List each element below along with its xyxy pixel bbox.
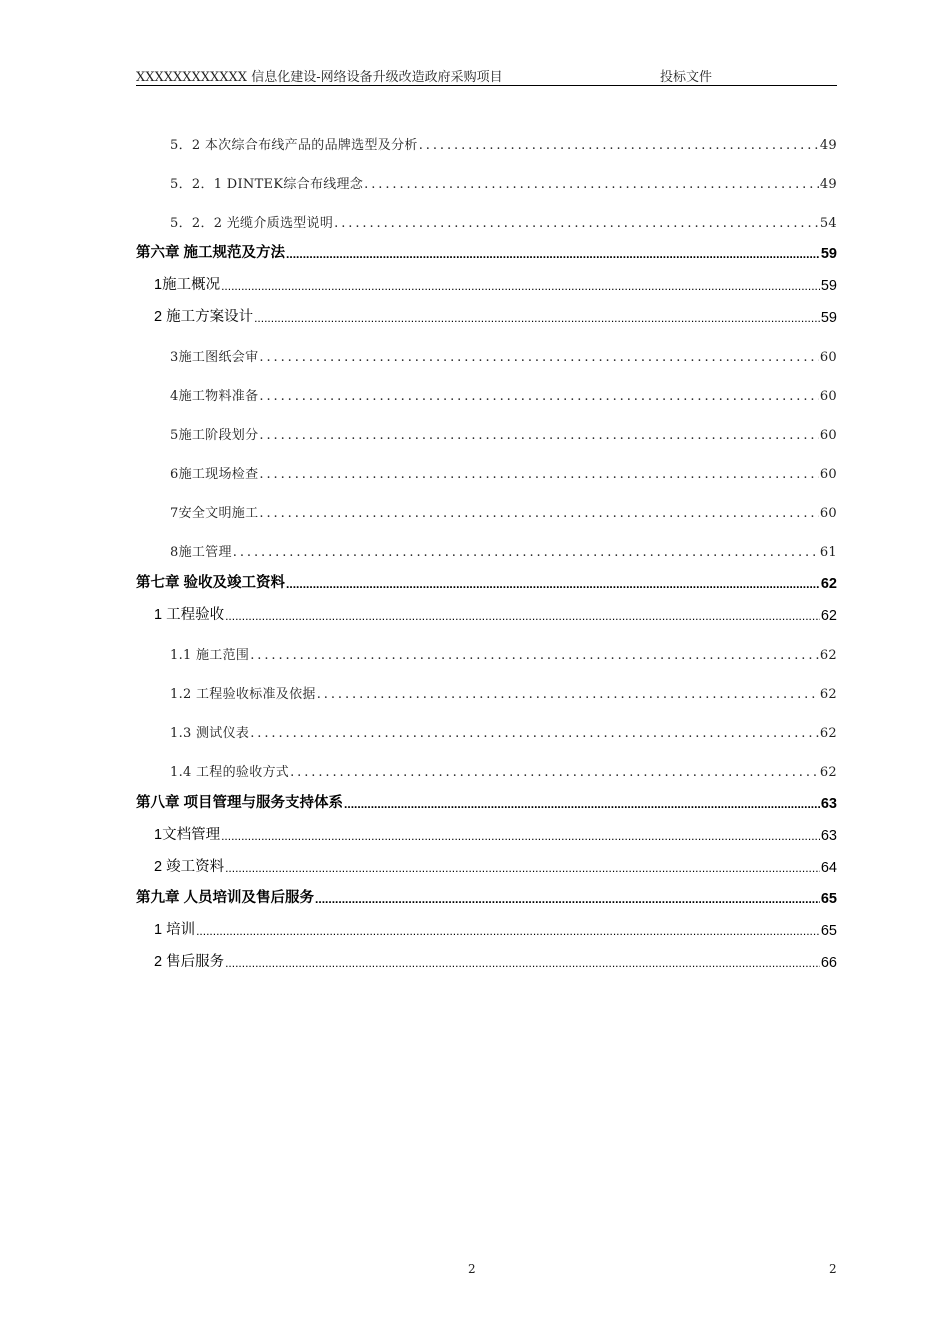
dot-leader xyxy=(334,216,819,231)
toc-entry[interactable]: 4施工物料准备 . . . 60 xyxy=(136,384,837,404)
toc-chapter[interactable]: 第六章 施工规范及方法 ..... 59 xyxy=(136,242,837,262)
toc-entry[interactable]: 1.1 施工范围 . . . 62 xyxy=(136,643,837,663)
toc-entry[interactable]: 2 售后服务 ..... 66 xyxy=(136,951,837,971)
toc-entry[interactable]: 2 竣工资料 ..... 64 xyxy=(136,856,837,876)
dot-leader xyxy=(221,278,820,294)
dot-leader xyxy=(290,765,819,780)
toc-entry[interactable]: 5．2．2 光缆介质选型说明 . . . 54 xyxy=(136,211,837,231)
toc-chapter[interactable]: 第九章 人员培训及售后服务 ..... 65 xyxy=(136,887,837,907)
footer-page-number-right: 2 xyxy=(829,1262,837,1276)
dot-leader xyxy=(259,428,818,443)
dot-leader xyxy=(315,891,820,907)
toc-entry[interactable]: 1 培训 ..... 65 xyxy=(136,919,837,939)
toc-chapter[interactable]: 第八章 项目管理与服务支持体系 ..... 63 xyxy=(136,792,837,812)
dot-leader xyxy=(259,350,818,365)
toc-entry[interactable]: 1.2 工程验收标准及依据 . . . 62 xyxy=(136,682,837,702)
dot-leader xyxy=(259,467,818,482)
toc-entry[interactable]: 6施工现场检查 . . . 60 xyxy=(136,462,837,482)
dot-leader xyxy=(225,860,820,876)
toc-entry[interactable]: 1.4 工程的验收方式 . . . 62 xyxy=(136,760,837,780)
toc-entry[interactable]: 7安全文明施工 . . . 60 xyxy=(136,501,837,521)
dot-leader xyxy=(259,389,818,404)
toc-entry[interactable]: 1.3 测试仪表 . . . 62 xyxy=(136,721,837,741)
dot-leader xyxy=(196,923,820,939)
dot-leader xyxy=(254,310,820,326)
dot-leader xyxy=(286,246,820,262)
toc-entry[interactable]: 8施工管理 . . . 61 xyxy=(136,540,837,560)
toc-entry[interactable]: 5．2．1 DINTEK综合布线理念 . . . 49 xyxy=(136,172,837,192)
toc-entry[interactable]: 2 施工方案设计 ..... 59 xyxy=(136,306,837,326)
footer-page-number: 2 xyxy=(468,1262,476,1276)
dot-leader xyxy=(233,545,819,560)
toc-entry[interactable]: 5施工阶段划分 . . . 60 xyxy=(136,423,837,443)
dot-leader xyxy=(250,726,819,741)
dot-leader xyxy=(344,796,820,812)
dot-leader xyxy=(221,828,820,844)
dot-leader xyxy=(317,687,819,702)
dot-leader xyxy=(225,608,820,624)
header-doc-type: 投标文件 xyxy=(660,70,713,85)
toc-entry[interactable]: 5．2 本次综合布线产品的品牌选型及分析 . . . 49 xyxy=(136,133,837,153)
dot-leader xyxy=(259,506,818,521)
dot-leader xyxy=(250,648,819,663)
toc-entry[interactable]: 1施工概况 ..... 59 xyxy=(136,274,837,294)
dot-leader xyxy=(225,955,820,971)
dot-leader xyxy=(419,138,819,153)
header-title: XXXXXXXXXXXX 信息化建设-网络设备升级改造政府采购项目 xyxy=(136,70,503,85)
dot-leader xyxy=(364,177,819,192)
toc-entry[interactable]: 1文档管理 ..... 63 xyxy=(136,824,837,844)
dot-leader xyxy=(286,576,820,592)
toc-chapter[interactable]: 第七章 验收及竣工资料 ..... 62 xyxy=(136,572,837,592)
toc-entry[interactable]: 3施工图纸会审 . . . 60 xyxy=(136,345,837,365)
toc-entry[interactable]: 1 工程验收 ..... 62 xyxy=(136,604,837,624)
page-header xyxy=(136,65,837,86)
